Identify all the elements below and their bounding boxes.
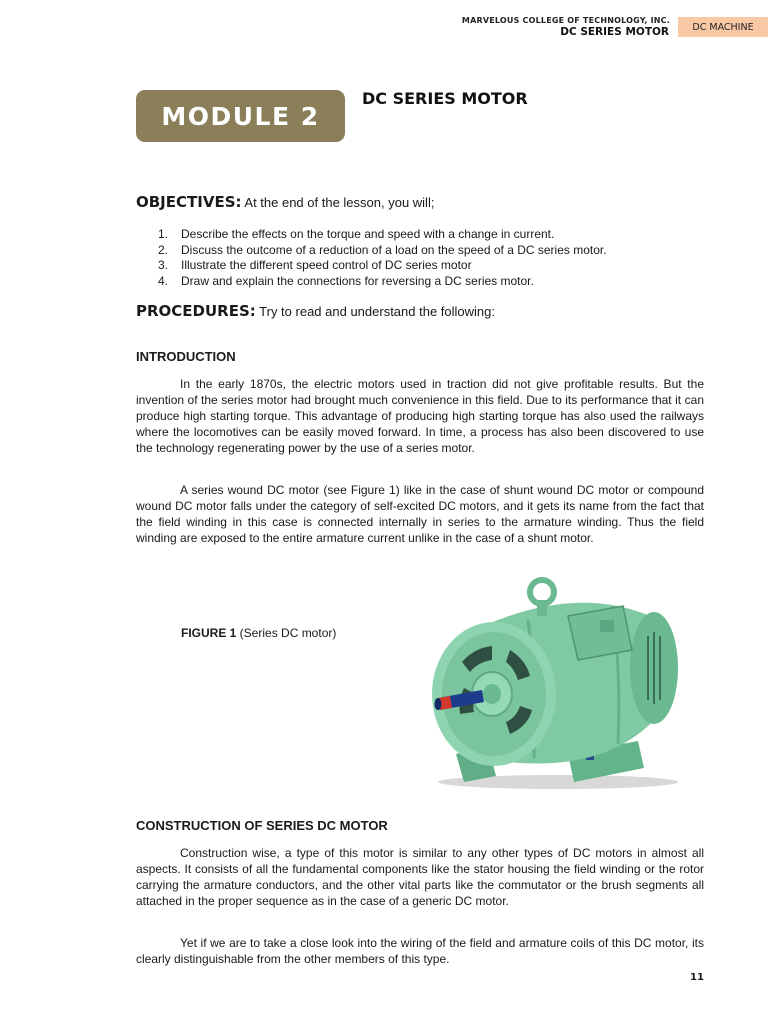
module-title: DC SERIES MOTOR [362,89,528,108]
objective-number: 4. [158,273,169,288]
objective-number: 2. [158,242,169,257]
intro-paragraph-2: A series wound DC motor (see Figure 1) like in the case of shunt wound DC motor or compound wound DC motor falls under the category of self-excited DC motors, and it gets its name from the fact that the field winding in this case is connected internally in series to the armature winding. Thus the field winding are exposed to the entire armature current unlike in the case of a shunt motor. [136,483,704,545]
objective-item [158,243,718,259]
figure-label: FIGURE 1 [181,626,237,640]
objective-text: Illustrate the different speed control of DC series motor [181,258,472,272]
procedures-label: PROCEDURES: [136,302,256,320]
objective-text: Describe the effects on the torque and speed with a change in current. [181,227,555,241]
construction-paragraph-2: Yet if we are to take a close look into the wiring of the field and armature coils of this DC motor, its clearly distinguishable from the other members of this type. [136,936,704,966]
objective-number: 3. [158,258,169,272]
page-number: 11 [690,972,704,983]
objectives-list [158,227,718,289]
objective-item [158,274,718,290]
header-school-name: MARVELOUS COLLEGE OF TECHNOLOGY, INC. [461,16,670,25]
objective-item [158,227,718,243]
construction-paragraph-1: Construction wise, a type of this motor is similar to any other types of DC motors in almost all aspects. It consists of all the fundamental components like the stator housing the field winding or the rotor carrying the armature conductors, and the other vital parts like the commutator or the brush segments all attached in the proper sequence as in the case of a generic DC motor. [136,846,704,908]
construction-heading: CONSTRUCTION OF SERIES DC MOTOR [136,818,388,833]
objective-item [158,258,718,274]
header-subject: DC SERIES MOTOR [560,26,669,38]
dc-motor-image [418,576,680,790]
figure-caption [181,626,336,640]
objective-text: Discuss the outcome of a reduction of a load on the speed of a DC series motor. [181,242,607,257]
objectives-line [136,193,434,211]
objectives-intro: At the end of the lesson, you will; [241,195,435,210]
module-label-box: MODULE 2 [136,90,345,142]
intro-paragraph-1: In the early 1870s, the electric motors used in traction did not give profitable results. But the invention of the series motor had brought much convenience in this field. Due to its performance that it can produce high starting torque. This advantage of producing high starting torque has also used the railways where the locomotives can be easily moved forward. In time, a process has also been discovered to use the technology regenerating power by the use of a series motor. [136,377,704,455]
objective-text: Draw and explain the connections for reversing a DC series motor. [181,273,534,288]
introduction-heading: INTRODUCTION [136,349,236,364]
procedures-line [136,302,495,320]
procedures-text: Try to read and understand the following: [255,304,495,319]
objectives-label: OBJECTIVES: [136,193,242,211]
objective-number: 1. [158,227,169,241]
figure-caption-text: (Series DC motor) [236,626,337,640]
header-badge: DC MACHINE [678,17,768,37]
